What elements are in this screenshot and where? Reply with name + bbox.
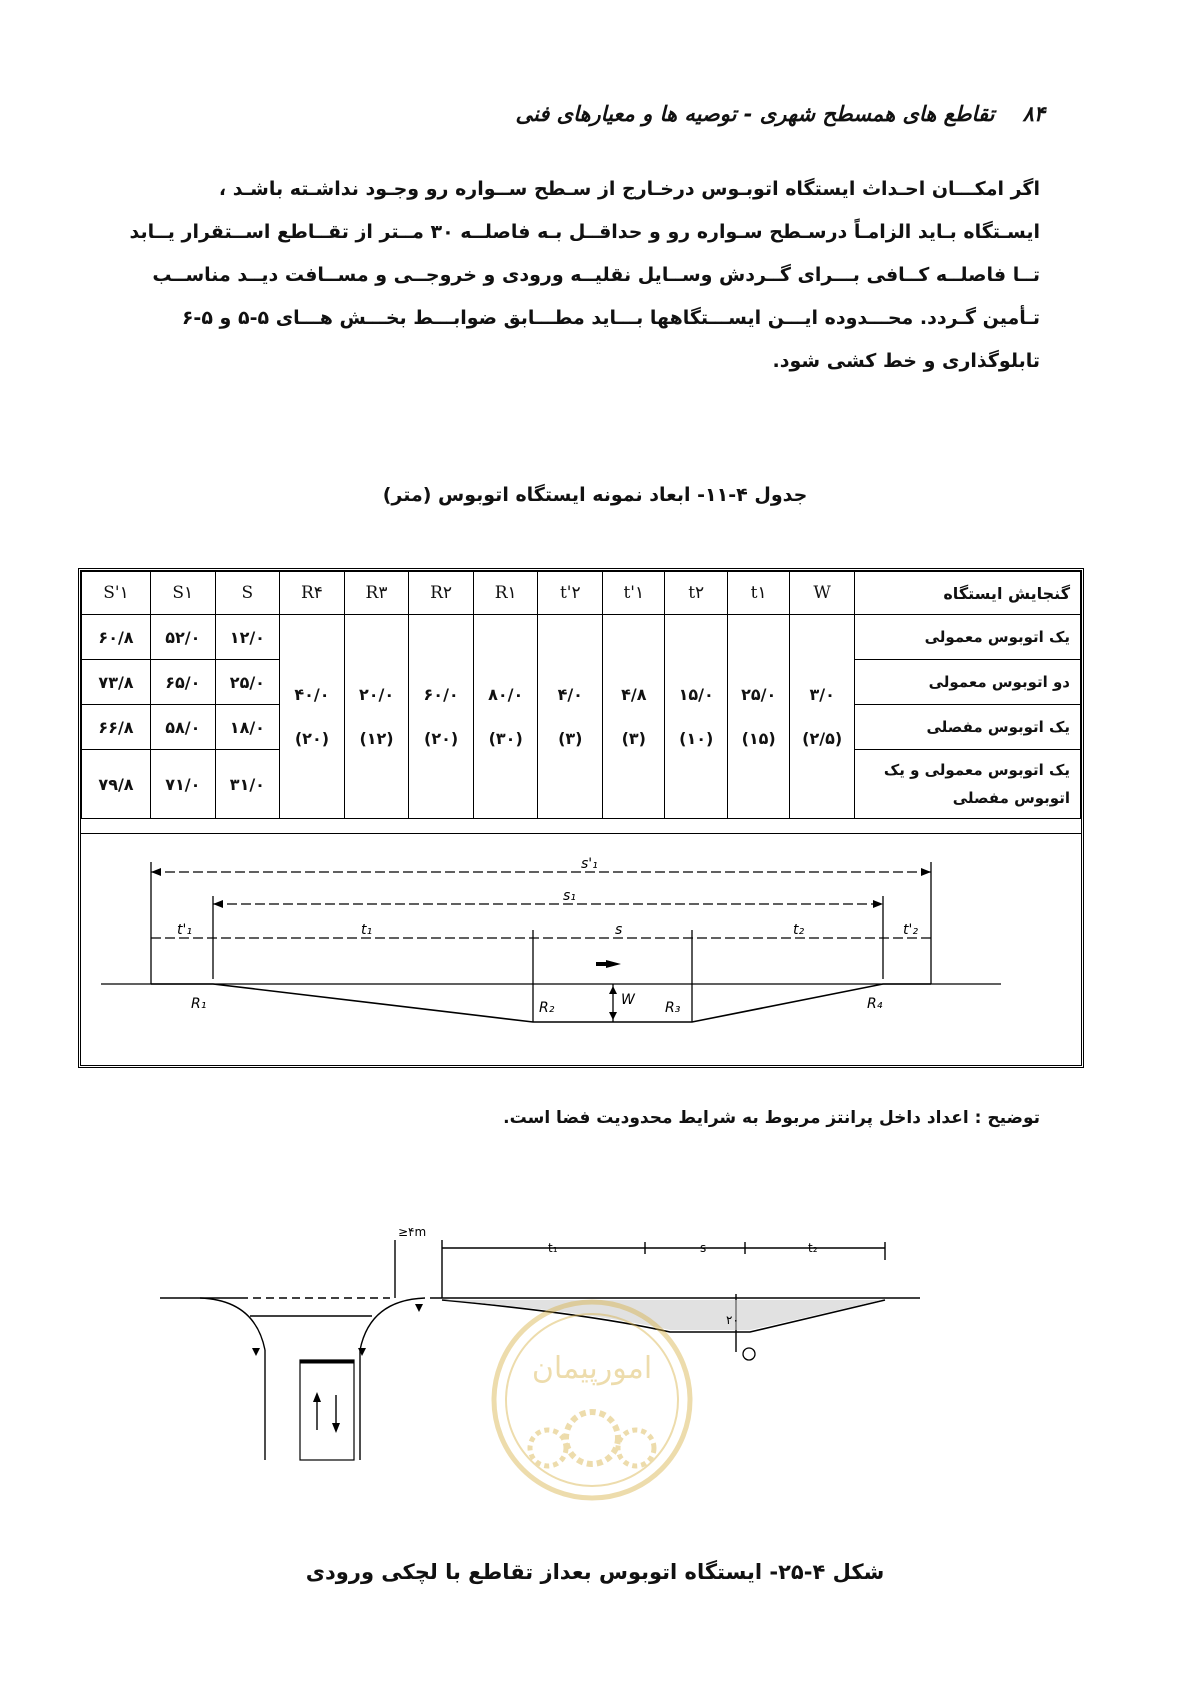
- paragraph-line: ایسـتگاه بـاید الزامـاً درسـطح سـواره رو و حداقــل بـه فاصلــه ۳۰ مــتر از تقــاطع اســتقرار یــابد: [129, 221, 1040, 243]
- row-label: یک اتوبوس مفصلی: [854, 705, 1080, 750]
- header-r3: R۳: [344, 572, 409, 615]
- running-title: تقاطع های همسطح شهری - توصیه ها و معیارهای فنی: [515, 102, 995, 126]
- header-t2p: t'۲: [538, 572, 603, 615]
- table-title: جدول ۴-۱۱- ابعاد نمونه ایستگاه اتوبوس (متر): [382, 484, 808, 506]
- table-header-row: [82, 572, 1081, 615]
- watermark-text: امورپیمان: [531, 1351, 653, 1386]
- paragraph-line: تــا فاصلــه کــافی بـــرای گــردش وســایل نقلیــه ورودی و خروجــی و مســافت دیــد مناســب: [152, 264, 1040, 286]
- page-number: ۸۴: [1022, 102, 1045, 126]
- label-sign: ۲۰: [726, 1313, 739, 1327]
- cell-s: ۱۸/۰: [215, 705, 280, 750]
- cell-r3: ۲۰/۰ (۱۲): [344, 615, 409, 819]
- header-w: W: [790, 572, 855, 615]
- paragraph-line: اگر امکـــان احـداث ایستگاه اتوبـوس درخـارج از سـطح ســواره رو وجـود نداشـته باشـد ،: [218, 178, 1040, 200]
- header-s: S: [215, 572, 280, 615]
- row-label: یک اتوبوس معمولی و یک اتوبوس مفصلی: [854, 750, 1080, 819]
- label-r1: R₁: [191, 996, 207, 1012]
- header-t1: t۱: [727, 572, 789, 615]
- cell-s1: ۶۵/۰: [151, 660, 216, 705]
- page-header: [400, 92, 1045, 136]
- header-s1: S۱: [151, 572, 216, 615]
- cell-s: ۱۲/۰: [215, 615, 280, 660]
- watermark-logo: [490, 1298, 695, 1503]
- header-capacity: گنجایش ایستگاه: [854, 572, 1080, 615]
- bus-bay-diagram: [81, 833, 1081, 1066]
- cell-t2: ۱۵/۰ (۱۰): [665, 615, 727, 819]
- label-t1p: t'₁: [177, 922, 192, 938]
- label-s1p: s'₁: [581, 856, 598, 872]
- header-r1: R۱: [473, 572, 538, 615]
- cell-s1p: ۷۳/۸: [82, 660, 151, 705]
- header-t2: t۲: [665, 572, 727, 615]
- cell-t1p: ۴/۸ (۳): [603, 615, 665, 819]
- label-s: s: [615, 922, 623, 938]
- paragraph-line: تابلوگذاری و خط کشی شود.: [772, 350, 1040, 372]
- label-t2: t₂: [793, 922, 805, 938]
- header-s1p: S'۱: [82, 572, 151, 615]
- label-w: W: [621, 992, 635, 1008]
- cell-r4: ۴۰/۰ (۲۰): [280, 615, 345, 819]
- label-t1: t₁: [548, 1241, 558, 1255]
- label-r3: R₃: [665, 1000, 681, 1016]
- label-r2: R₂: [539, 1000, 555, 1016]
- cell-t1: ۲۵/۰ (۱۵): [727, 615, 789, 819]
- cell-s1: ۵۲/۰: [151, 615, 216, 660]
- cell-s1p: ۶۰/۸: [82, 615, 151, 660]
- cell-s1p: ۷۹/۸: [82, 750, 151, 819]
- figure-caption: شکل ۴-۲۵- ایستگاه اتوبوس بعداز تقاطع با لچکی ورودی: [305, 1560, 885, 1584]
- paragraph-line: تـأمین گـردد. محـــدوده ایـــن ایســـتگاهها بـــاید مطـــابق ضوابـــط بخـــش هـــای ۵-۵ و ۵-۶: [181, 307, 1040, 329]
- row-label: یک اتوبوس معمولی: [854, 615, 1080, 660]
- label-t2p: t'₂: [903, 922, 918, 938]
- cell-s: ۲۵/۰: [215, 660, 280, 705]
- label-min-distance: ≥۴m: [398, 1225, 427, 1239]
- label-s: s: [700, 1241, 707, 1255]
- cell-s1: ۵۸/۰: [151, 705, 216, 750]
- cell-r2: ۶۰/۰ (۲۰): [409, 615, 474, 819]
- table-note: توضیح : اعداد داخل پرانتز مربوط به شرایط محدودیت فضا است.: [503, 1108, 1040, 1128]
- cell-s1: ۷۱/۰: [151, 750, 216, 819]
- label-r4: R₄: [867, 996, 883, 1012]
- cell-t2p: ۴/۰ (۳): [538, 615, 603, 819]
- row-label: دو اتوبوس معمولی: [854, 660, 1080, 705]
- cell-w: ۳/۰ (۲/۵): [790, 615, 855, 819]
- label-t1: t₁: [361, 922, 373, 938]
- bus-bay-svg: [81, 834, 1081, 1066]
- table-box: [78, 568, 1084, 1068]
- label-t2: t₂: [808, 1241, 818, 1255]
- body-paragraph: [112, 168, 1040, 383]
- label-s1: s₁: [563, 888, 576, 904]
- table-row: [82, 615, 1081, 660]
- bus-stop-dimensions-table: [81, 571, 1081, 819]
- cell-s: ۳۱/۰: [215, 750, 280, 819]
- header-t1p: t'۱: [603, 572, 665, 615]
- header-r4: R۴: [280, 572, 345, 615]
- header-r2: R۲: [409, 572, 474, 615]
- cell-s1p: ۶۶/۸: [82, 705, 151, 750]
- cell-r1: ۸۰/۰ (۳۰): [473, 615, 538, 819]
